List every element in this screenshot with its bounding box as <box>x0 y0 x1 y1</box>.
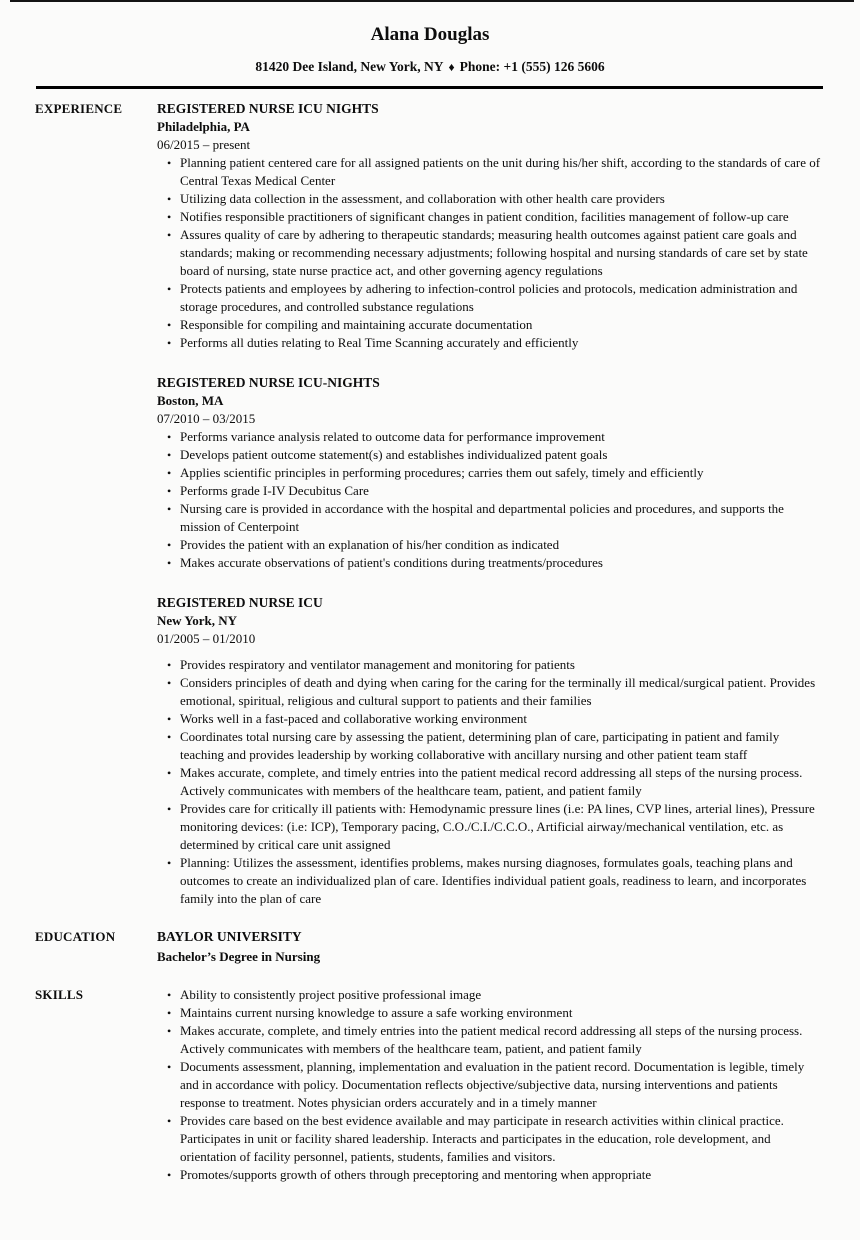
candidate-name: Alana Douglas <box>370 24 490 45</box>
education-section <box>0 928 860 966</box>
bullet-item: • Performs variance analysis related to outcome data for performance improvement <box>180 428 825 446</box>
skills-section <box>0 986 860 1184</box>
contact-address: 81420 Dee Island, New York, NY <box>255 59 444 74</box>
contact-phone: Phone: +1 (555) 126 5606 <box>459 59 605 74</box>
job-bullet-list <box>157 154 825 352</box>
contact-line <box>0 58 860 76</box>
skills-label: SKILLS <box>35 987 84 1002</box>
experience-label: EXPERIENCE <box>35 101 123 116</box>
job-dates: 06/2015 – present <box>157 137 251 152</box>
bullet-item: • Utilizing data collection in the assessment, and collaboration with other health care providers <box>180 190 825 208</box>
bullet-item: • Provides respiratory and ventilator management and monitoring for patients <box>180 656 825 674</box>
bullet-item: • Applies scientific principles in performing procedures; carries them out safely, timely and efficiently <box>180 464 825 482</box>
bullet-item: • Planning patient centered care for all assigned patients on the unit during his/her shift, according to the standards of care of Central Texas Medical Center <box>180 154 825 190</box>
job-location: New York, NY <box>157 613 238 628</box>
degree-name: Bachelor’s Degree in Nursing <box>157 949 321 964</box>
bullet-item: • Notifies responsible practitioners of significant changes in patient condition, facilities management of follow-up care <box>180 208 825 226</box>
bullet-item: • Makes accurate, complete, and timely entries into the patient medical record addressing all steps of the nursing process. Actively communicates with members of the healthcare team, patient, and patient family <box>180 764 825 800</box>
job-entry-3 <box>157 594 825 908</box>
bullet-item: • Performs grade I-IV Decubitus Care <box>180 482 825 500</box>
bullet-item: • Protects patients and employees by adhering to infection-control policies and protocols, medication administration and storage procedures, and controlled substance regulations <box>180 280 825 316</box>
bullet-item: • Provides the patient with an explanation of his/her condition as indicated <box>180 536 825 554</box>
bullet-item: • Planning: Utilizes the assessment, identifies problems, makes nursing diagnoses, formulates goals, teaching plans and outcomes to create an individualized plan of care. Identifies individual patient goals, readiness to learn, and incorporates family into the plan of care <box>180 854 825 908</box>
bullet-item: • Promotes/supports growth of others through preceptoring and mentoring when appropriate <box>180 1166 825 1184</box>
job-title: REGISTERED NURSE ICU-NIGHTS <box>157 375 380 390</box>
bullet-item: • Assures quality of care by adhering to therapeutic standards; measuring health outcomes against patient care goals and standards; making or recommending necessary adjustments; following hospital and nursing standards of care set by state board of nursing, state nurse practice act, and other governing agency regulations <box>180 226 825 280</box>
school-name: BAYLOR UNIVERSITY <box>157 929 302 944</box>
resume-header <box>0 0 860 89</box>
job-dates: 07/2010 – 03/2015 <box>157 411 256 426</box>
job-title: REGISTERED NURSE ICU NIGHTS <box>157 101 379 116</box>
job-entry-2 <box>157 374 825 572</box>
education-content <box>157 928 825 966</box>
job-bullet-list <box>157 428 825 572</box>
bullet-item: • Considers principles of death and dying when caring for the caring for the terminally ill medical/surgical patient. Provides emotional, spiritual, religious and cultural support to patients and their families <box>180 674 825 710</box>
bullet-item: • Documents assessment, planning, implementation and evaluation in the patient record. Documentation is legible, timely and in accordance with policy. Documentation reflects objective/subjective data, nursing interventions and patients response to treatment. Notes physician orders accurately and in a timely manner <box>180 1058 825 1112</box>
bullet-item: • Responsible for compiling and maintaining accurate documentation <box>180 316 825 334</box>
education-label: EDUCATION <box>35 929 116 944</box>
bullet-item: • Nursing care is provided in accordance with the hospital and departmental policies and procedures, and supports the mission of Centerpoint <box>180 500 825 536</box>
job-bullet-list <box>157 656 825 908</box>
job-location: Boston, MA <box>157 393 224 408</box>
bullet-item: • Coordinates total nursing care by assessing the patient, determining plan of care, participating in patient and family teaching and provides leadership by working collaborative with ancillary nursing and other patient team staff <box>180 728 825 764</box>
bullet-item: • Performs all duties relating to Real Time Scanning accurately and efficiently <box>180 334 825 352</box>
bullet-item: • Maintains current nursing knowledge to assure a safe working environment <box>180 1004 825 1022</box>
experience-content <box>157 100 825 908</box>
job-entry-1 <box>157 100 825 352</box>
job-location: Philadelphia, PA <box>157 119 250 134</box>
page-top-edge <box>10 0 854 2</box>
bullet-item: • Works well in a fast-paced and collaborative working environment <box>180 710 825 728</box>
header-divider <box>36 86 823 89</box>
job-dates: 01/2005 – 01/2010 <box>157 631 256 646</box>
skills-content <box>157 986 825 1184</box>
bullet-item: • Provides care based on the best evidence available and may participate in research activities within clinical practice. Participates in unit or facility shared leadership. Interacts and participates in the education, role development, and orientation of facility personnel, patients, students, families and visitors. <box>180 1112 825 1166</box>
job-title: REGISTERED NURSE ICU <box>157 595 323 610</box>
bullet-item: • Ability to consistently project positive professional image <box>180 986 825 1004</box>
diamond-separator-icon: ♦ <box>448 60 455 74</box>
bullet-item: • Makes accurate, complete, and timely entries into the patient medical record addressing all steps of the nursing process. Actively communicates with members of the healthcare team, patient, and patient family <box>180 1022 825 1058</box>
bullet-item: • Provides care for critically ill patients with: Hemodynamic pressure lines (i.e: PA lines, CVP lines, arterial lines), Pressure monitoring devices: (i.e: ICP), Temporary pacing, C.O./C.I./C.C.O., Artificial airway/mechanical ventilation, etc. as determined by critical care unit assigned <box>180 800 825 854</box>
bullet-item: • Develops patient outcome statement(s) and establishes individualized patent goals <box>180 446 825 464</box>
bullet-item: • Makes accurate observations of patient's conditions during treatments/procedures <box>180 554 825 572</box>
resume-body <box>0 100 860 1184</box>
experience-section <box>0 100 860 908</box>
skills-bullet-list <box>157 986 825 1184</box>
